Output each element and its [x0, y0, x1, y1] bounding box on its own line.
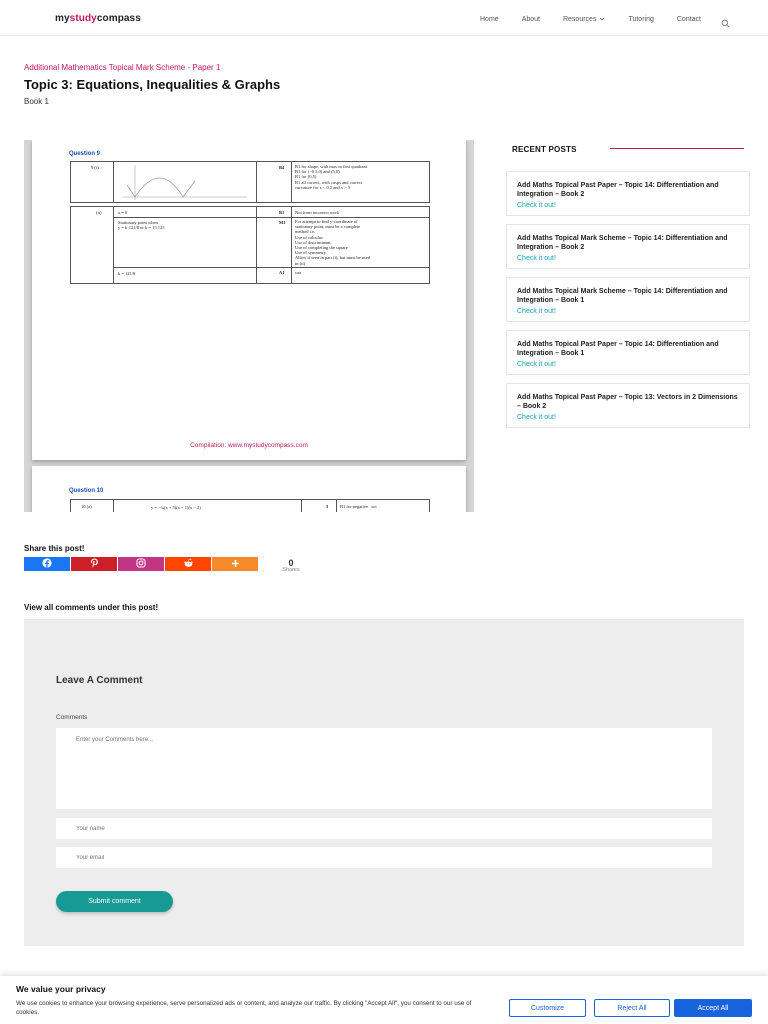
- article-category[interactable]: Additional Mathematics Topical Mark Scheme - Paper 1: [24, 63, 221, 72]
- accept-all-button[interactable]: Accept All: [674, 999, 752, 1017]
- recent-post-title[interactable]: Add Maths Topical Past Paper – Topic 14: Differentiation and Integration – Book 2: [517, 182, 719, 198]
- recent-post-title[interactable]: Add Maths Topical Past Paper – Topic 14: Differentiation and Integration – Book 1: [517, 341, 719, 357]
- check-it-out-link[interactable]: Check it out!: [517, 361, 556, 368]
- share-count: [277, 558, 305, 573]
- markscheme-table: [70, 161, 430, 203]
- reddit-share-button[interactable]: [165, 557, 211, 571]
- sidebar-title: RECENT POSTS: [512, 145, 577, 154]
- document-page: [32, 466, 466, 512]
- check-it-out-link[interactable]: Check it out!: [517, 255, 556, 262]
- mark-value: B4: [279, 165, 285, 170]
- search-icon[interactable]: [721, 15, 730, 24]
- more-share-button[interactable]: [212, 557, 258, 571]
- nav-home[interactable]: Home: [480, 16, 499, 23]
- cookie-title: We value your privacy: [16, 984, 106, 994]
- instagram-share-button[interactable]: [118, 557, 164, 571]
- nav-about[interactable]: About: [521, 16, 540, 23]
- recent-post-title[interactable]: Add Maths Topical Mark Scheme – Topic 14: Differentiation and Integration – Book 2: [517, 235, 728, 251]
- logo-text-compass: compass: [96, 13, 141, 24]
- recent-post-card[interactable]: [506, 383, 750, 428]
- pinterest-icon: [90, 555, 99, 573]
- graph-sketch: [115, 163, 255, 202]
- plus-icon: [231, 555, 240, 573]
- comments-label: Comments: [56, 714, 88, 721]
- nav-resources-label: Resources: [562, 16, 597, 23]
- recent-post-title[interactable]: Add Maths Topical Past Paper – Topic 13: Vectors in 2 Dimensions – Book 2: [517, 394, 738, 410]
- cookie-banner: [0, 976, 768, 1024]
- facebook-share-button[interactable]: [24, 557, 70, 571]
- email-input[interactable]: [56, 847, 712, 868]
- nav-resources[interactable]: [563, 16, 605, 24]
- check-it-out-link[interactable]: Check it out!: [517, 414, 556, 421]
- check-it-out-link[interactable]: Check it out!: [517, 308, 556, 315]
- comment-form: [24, 619, 744, 946]
- share-heading: Share this post!: [24, 544, 85, 553]
- question-number: 9 (i): [91, 165, 99, 170]
- chevron-down-icon: [599, 16, 605, 24]
- recent-post-card[interactable]: [506, 224, 750, 269]
- sidebar-divider: [610, 148, 744, 149]
- check-it-out-link[interactable]: Check it out!: [517, 202, 556, 209]
- logo-text-my: my: [55, 13, 70, 24]
- page-title: Topic 3: Equations, Inequalities & Graphs: [24, 77, 281, 92]
- question-label: Question 10: [69, 488, 104, 494]
- cookie-text: We use cookies to enhance your browsing experience, serve personalized ads or content, and analyze our traffic. By clicking "Accept All", you consent to our use of cookies.: [16, 1000, 472, 1016]
- pinterest-share-button[interactable]: [71, 557, 117, 571]
- page-subtitle: Book 1: [24, 97, 49, 106]
- reddit-icon: [183, 555, 194, 573]
- recent-post-title[interactable]: Add Maths Topical Mark Scheme – Topic 14: Differentiation and Integration – Book 1: [517, 288, 728, 304]
- submit-comment-button[interactable]: Submit comment: [56, 891, 173, 912]
- view-all-comments-link[interactable]: View all comments under this post!: [24, 603, 159, 612]
- question-number: (ii): [96, 210, 102, 215]
- comment-form-title: Leave A Comment: [56, 675, 143, 686]
- pdf-viewer[interactable]: [24, 140, 474, 512]
- name-input[interactable]: [56, 818, 712, 839]
- site-logo[interactable]: [55, 13, 141, 24]
- comment-textarea[interactable]: [56, 728, 712, 809]
- recent-post-card[interactable]: [506, 277, 750, 322]
- share-count-value: 0: [288, 558, 294, 568]
- site-header: [0, 0, 768, 36]
- mark-note: B1 for shape, with max in first quadrant B1 for (−0.5,0) and (5,0) B1 for (0,5) B1 all correct, with cusps and correct curvature for x < 0.5 and x > 5: [295, 164, 367, 190]
- reject-all-button[interactable]: Reject All: [594, 999, 670, 1017]
- document-page: [32, 140, 466, 460]
- facebook-icon: [42, 555, 52, 573]
- question-label: Question 9: [69, 151, 101, 157]
- instagram-icon: [136, 555, 146, 573]
- markscheme-table: 10 (a) y = −¼(x + 5)(x + 1)(x − 2) 3 B1 for negative soi: [70, 499, 430, 512]
- recent-post-card[interactable]: [506, 330, 750, 375]
- share-count-label: Shares: [282, 567, 300, 573]
- nav-contact[interactable]: Contact: [676, 16, 701, 23]
- main-nav: [457, 15, 730, 24]
- share-buttons: [24, 557, 259, 571]
- customize-button[interactable]: Customize: [509, 999, 586, 1017]
- nav-tutoring[interactable]: Tutoring: [628, 16, 654, 23]
- recent-post-card[interactable]: [506, 171, 750, 216]
- document-footer: Compilation: www.mystudycompass.com: [190, 442, 308, 449]
- markscheme-table: (ii) x = 0 B1 Not from incorrect work Stationary point when y = k·121/8 or k = 15.125 M1 For attempt to find y-coordinate of stationary point, must be a complete method i.e. Use of calculus Use of discriminant, Use of completing the square Use of symmetry Allow if seen in part (i), but must be used in (ii) k = 121/8 A1 cao: [70, 206, 430, 284]
- logo-text-study: study: [69, 13, 97, 24]
